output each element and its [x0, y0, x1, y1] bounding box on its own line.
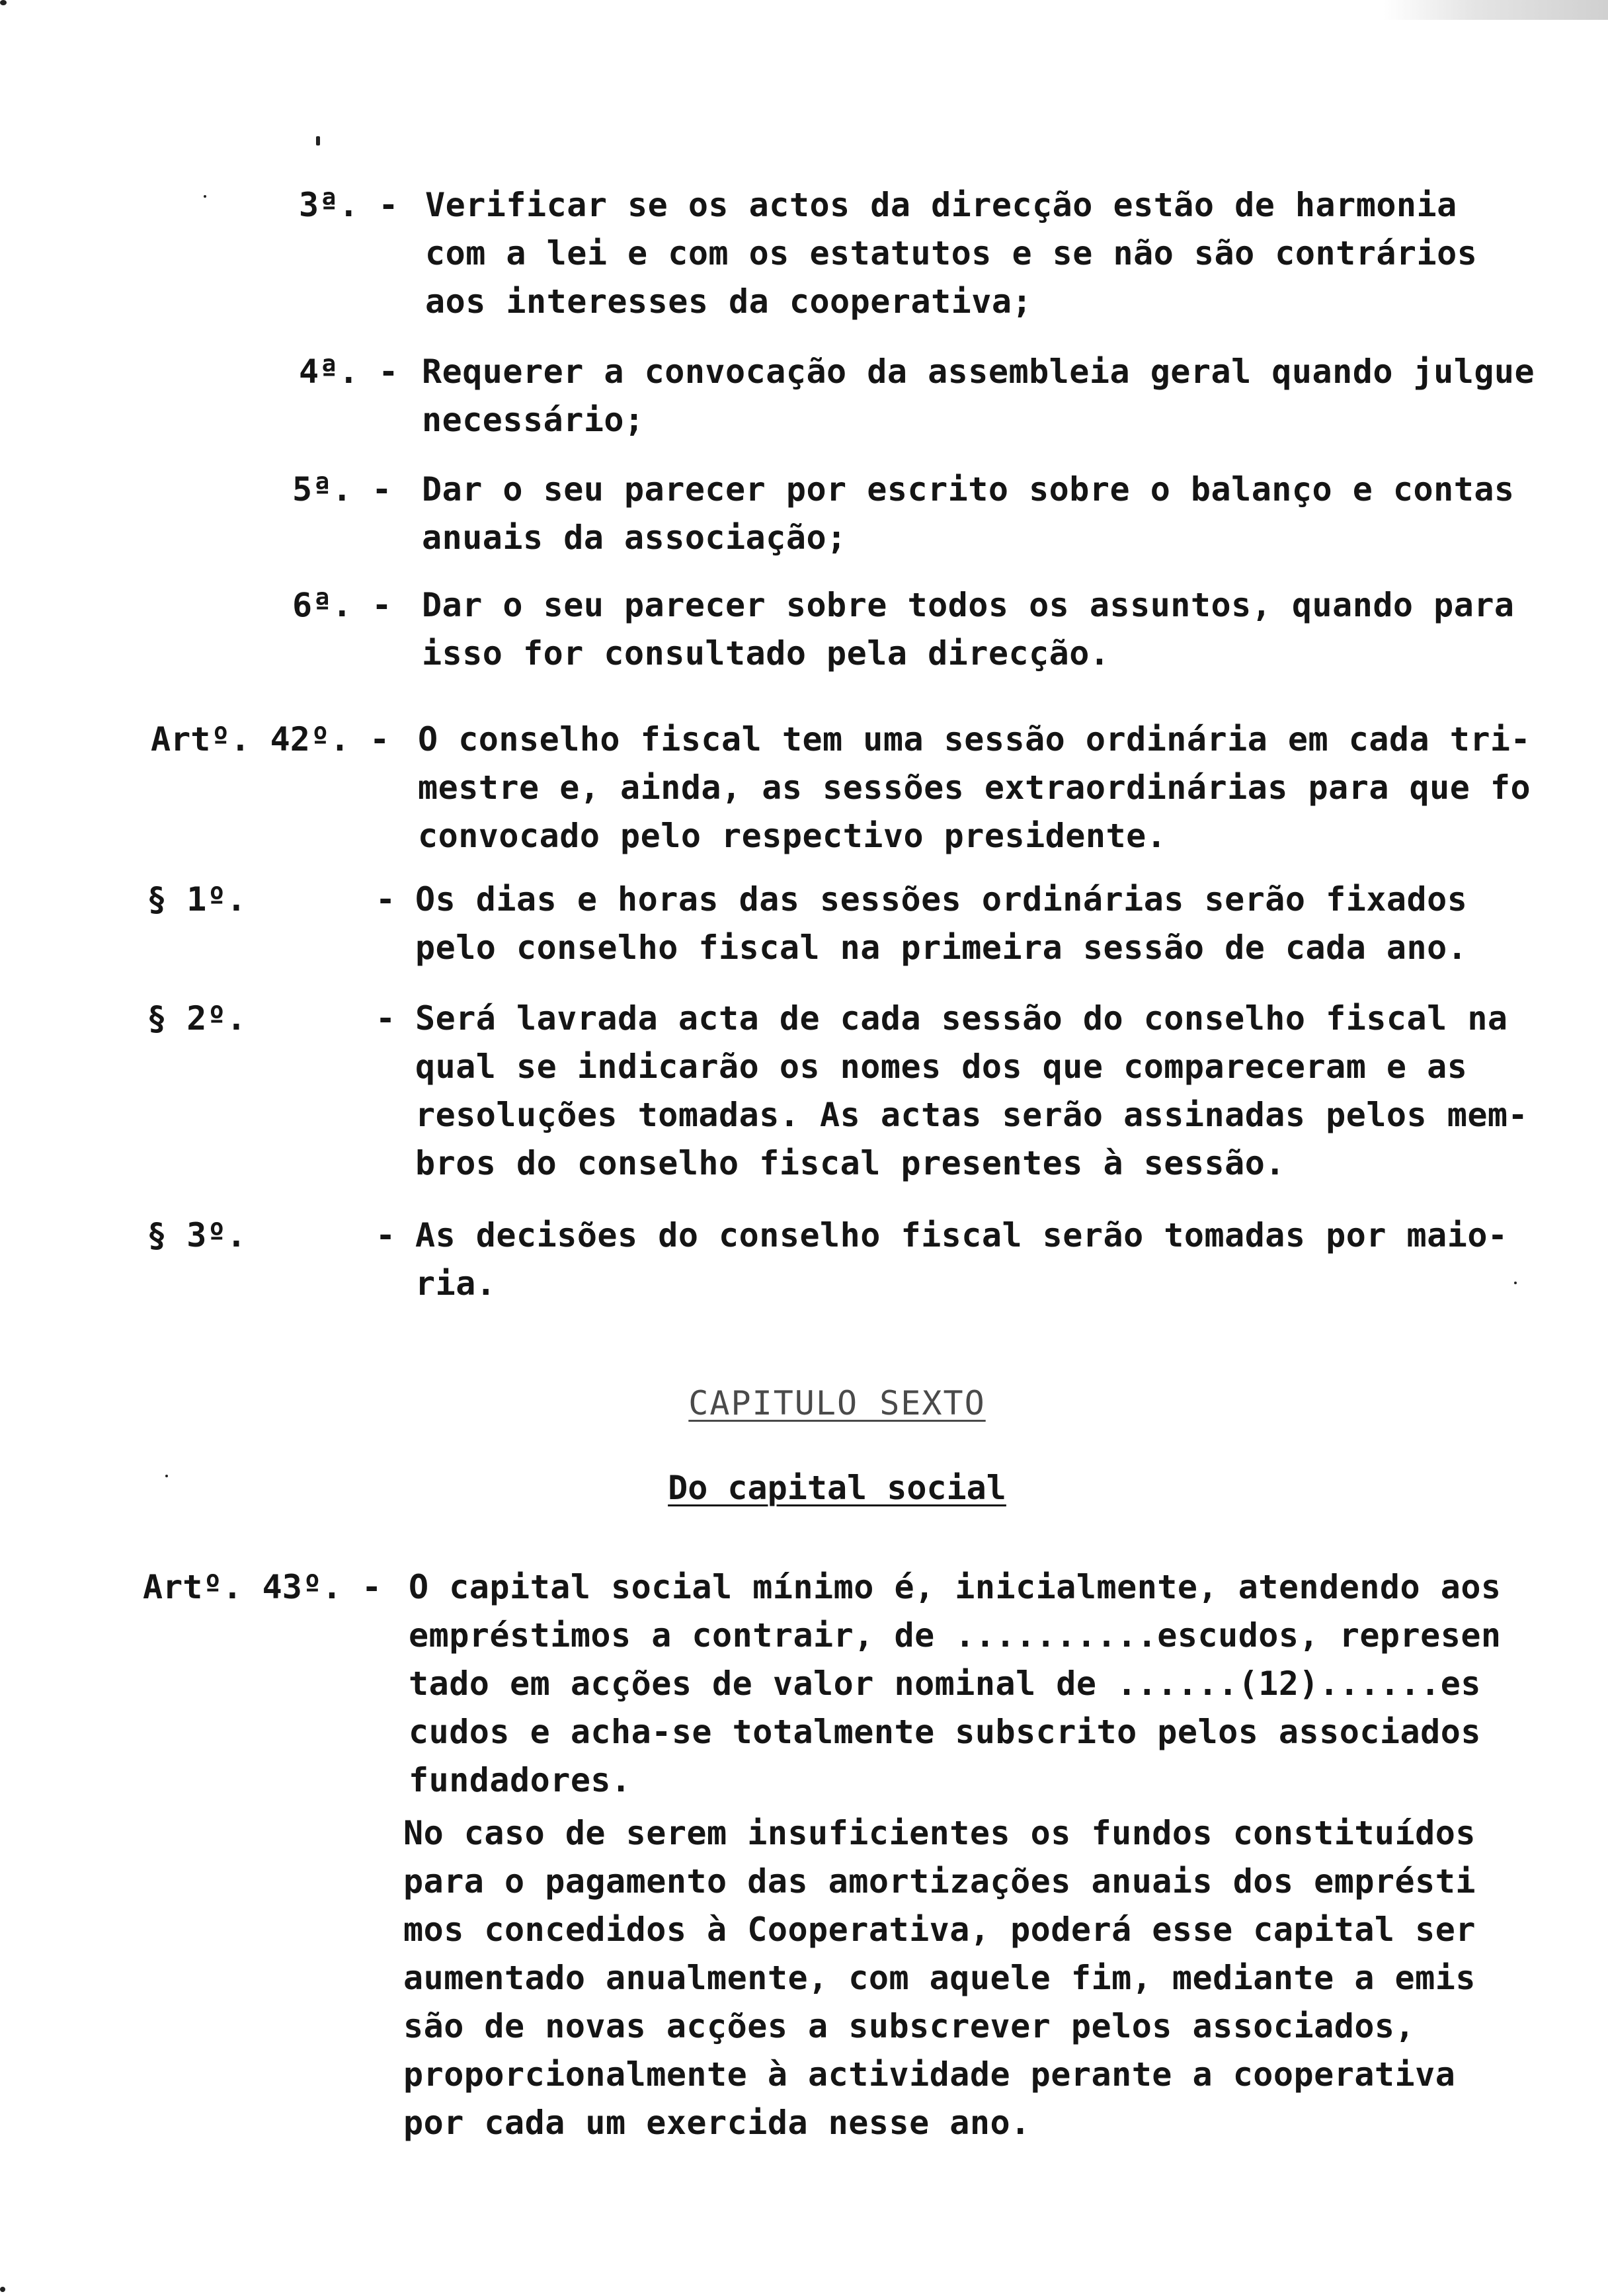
item-line: aos interesses da cooperativa;	[425, 282, 1033, 321]
article-line: convocado pelo respectivo presidente.	[418, 817, 1167, 855]
article-line: empréstimos a contrair, de ..........escudos, represen	[409, 1616, 1502, 1655]
paragraph-line: Os dias e horas das sessões ordinárias serão fixados	[415, 880, 1468, 919]
item-label: 6ª. -	[292, 586, 392, 624]
item-line: Requerer a convocação da assembleia geral quando julgue	[422, 352, 1535, 391]
paragraph-line: resoluções tomadas. As actas serão assinadas pelos mem-	[415, 1096, 1529, 1134]
article-line: No caso de serem insuficientes os fundos constituídos	[403, 1814, 1476, 1852]
item-line: anuais da associação;	[422, 518, 847, 557]
article-line: fundadores.	[409, 1761, 631, 1799]
paragraph-label: § 1º.	[147, 880, 247, 919]
paragraph-line: As decisões do conselho fiscal serão tomadas por maio-	[415, 1216, 1508, 1254]
scan-speck	[0, 0, 7, 5]
paragraph-line: qual se indicarão os nomes dos que compareceram e as	[415, 1047, 1468, 1086]
paragraph-dash: -	[376, 1216, 396, 1254]
item-line: Verificar se os actos da direcção estão de harmonia	[425, 186, 1457, 224]
article-line: cudos e acha-se totalmente subscrito pelos associados	[409, 1713, 1481, 1751]
article-line: proporcionalmente à actividade perante a cooperativa	[403, 2055, 1456, 2094]
item-label: 3ª. -	[299, 186, 399, 224]
article-line: mos concedidos à Cooperativa, poderá esse capital ser	[403, 1910, 1476, 1949]
scan-speck	[316, 136, 320, 145]
article-line: são de novas acções a subscrever pelos associados,	[403, 2007, 1416, 2045]
article-line: mestre e, ainda, as sessões extraordinárias para que fo	[418, 768, 1531, 807]
paragraph-label: § 2º.	[147, 999, 247, 1038]
paragraph-line: Será lavrada acta de cada sessão do conselho fiscal na	[415, 999, 1508, 1038]
item-line: Dar o seu parecer por escrito sobre o balanço e contas	[422, 470, 1515, 509]
article-line: tado em acções de valor nominal de ......(12)......es	[409, 1664, 1481, 1703]
paragraph-line: bros do conselho fiscal presentes à sessão.	[415, 1144, 1285, 1182]
article-label: Artº. 42º. -	[151, 720, 390, 758]
item-label: 5ª. -	[292, 470, 392, 509]
paragraph-dash: -	[376, 880, 396, 919]
item-line: com a lei e com os estatutos e se não são contrários	[425, 234, 1478, 272]
scan-speck	[1514, 1282, 1517, 1284]
item-label: 4ª. -	[299, 352, 399, 391]
scan-speck	[0, 2287, 5, 2292]
item-line: necessário;	[422, 401, 645, 439]
paragraph-label: § 3º.	[147, 1216, 247, 1254]
article-line: O conselho fiscal tem uma sessão ordinária em cada tri-	[418, 720, 1531, 758]
article-line: para o pagamento das amortizações anuais dos emprésti	[403, 1862, 1476, 1901]
paragraph-line: ria.	[415, 1264, 497, 1303]
item-line: isso for consultado pela direcção.	[422, 634, 1110, 673]
article-line: por cada um exercida nesse ano.	[403, 2104, 1031, 2142]
article-line: O capital social mínimo é, inicialmente, atendendo aos	[409, 1568, 1502, 1606]
chapter-title: CAPITULO SEXTO	[688, 1384, 986, 1422]
article-label: Artº. 43º. -	[143, 1568, 382, 1606]
chapter-subtitle: Do capital social	[668, 1469, 1006, 1507]
article-line: aumentado anualmente, com aquele fim, mediante a emis	[403, 1959, 1476, 1997]
paragraph-line: pelo conselho fiscal na primeira sessão de cada ano.	[415, 928, 1468, 967]
scan-speck	[204, 195, 206, 198]
scan-artifact	[1383, 0, 1608, 20]
paragraph-dash: -	[376, 999, 396, 1038]
item-line: Dar o seu parecer sobre todos os assuntos, quando para	[422, 586, 1515, 624]
